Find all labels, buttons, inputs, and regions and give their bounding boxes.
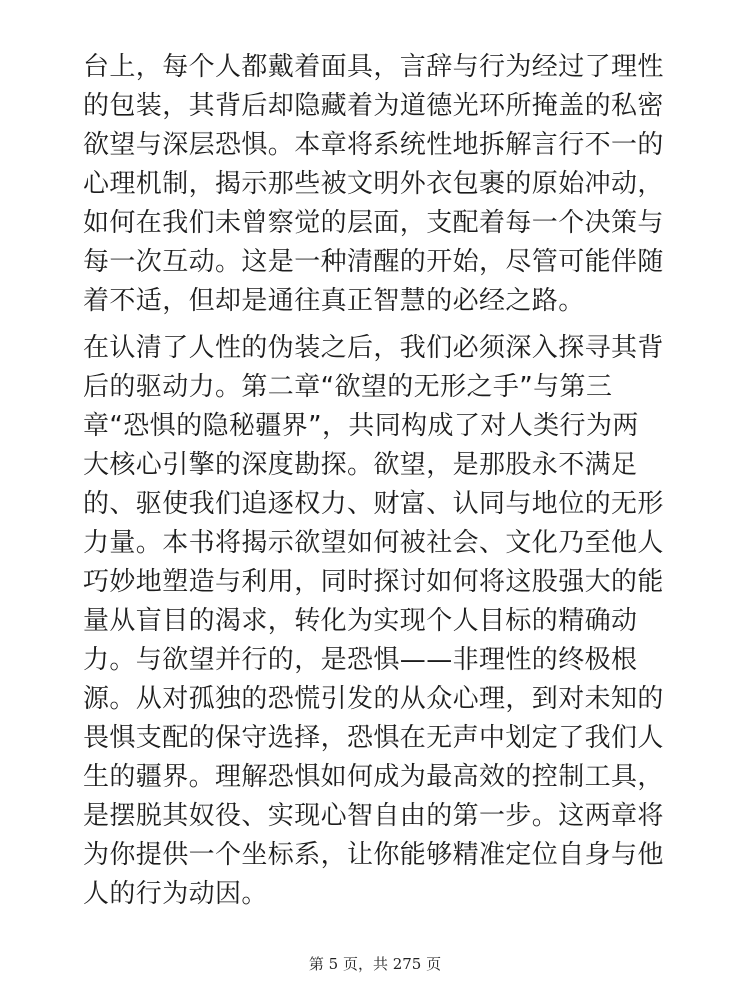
text-line: 为你提供一个坐标系，让你能够精准定位自身与他 (83, 840, 664, 870)
text-line: 是摆脱其奴役、实现心智自由的第一步。这两章将 (83, 801, 664, 831)
page-number-footer: 第 5 页，共 275 页 (308, 955, 442, 973)
body-text (83, 48, 673, 914)
paragraph-1 (83, 48, 673, 321)
text-line: 着不适，但却是通往真正智慧的必经之路。 (83, 286, 585, 316)
text-line: 章“恐惧的隐秘疆界”，共同构成了对人类行为两 (83, 411, 639, 441)
text-line: 每一次互动。这是一种清醒的开始，尽管可能伴随 (83, 247, 664, 277)
text-line: 力量。本书将揭示欲望如何被社会、文化乃至他人 (83, 528, 664, 558)
paragraph-2 (83, 329, 673, 914)
paragraph-gap (83, 321, 673, 329)
text-line: 后的驱动力。第二章“欲望的无形之手”与第三 (83, 372, 613, 402)
text-line: 台上，每个人都戴着面具，言辞与行为经过了理性 (83, 52, 664, 82)
text-line: 的包装，其背后却隐藏着为道德光环所掩盖的私密 (83, 91, 664, 121)
text-line: 畏惧支配的保守选择，恐惧在无声中划定了我们人 (83, 723, 664, 753)
text-line: 量从盲目的渴求，转化为实现个人目标的精确动 (83, 606, 638, 636)
text-line: 大核心引擎的深度勘探。欲望，是那股永不满足 (83, 450, 638, 480)
text-line: 欲望与深层恐惧。本章将系统性地拆解言行不一的 (83, 130, 664, 160)
text-line: 人的行为动因。 (83, 879, 268, 909)
text-line: 巧妙地塑造与利用，同时探讨如何将这股强大的能 (83, 567, 664, 597)
text-line: 如何在我们未曾察觉的层面，支配着每一个决策与 (83, 208, 664, 238)
text-line: 在认清了人性的伪装之后，我们必须深入探寻其背 (83, 333, 664, 363)
text-line: 的、驱使我们追逐权力、财富、认同与地位的无形 (83, 489, 664, 519)
text-line: 生的疆界。理解恐惧如何成为最高效的控制工具， (83, 762, 664, 792)
text-line: 心理机制，揭示那些被文明外衣包裹的原始冲动， (83, 169, 664, 199)
text-line: 力。与欲望并行的，是恐惧——非理性的终极根 (83, 645, 638, 675)
text-line: 源。从对孤独的恐慌引发的从众心理，到对未知的 (83, 684, 664, 714)
